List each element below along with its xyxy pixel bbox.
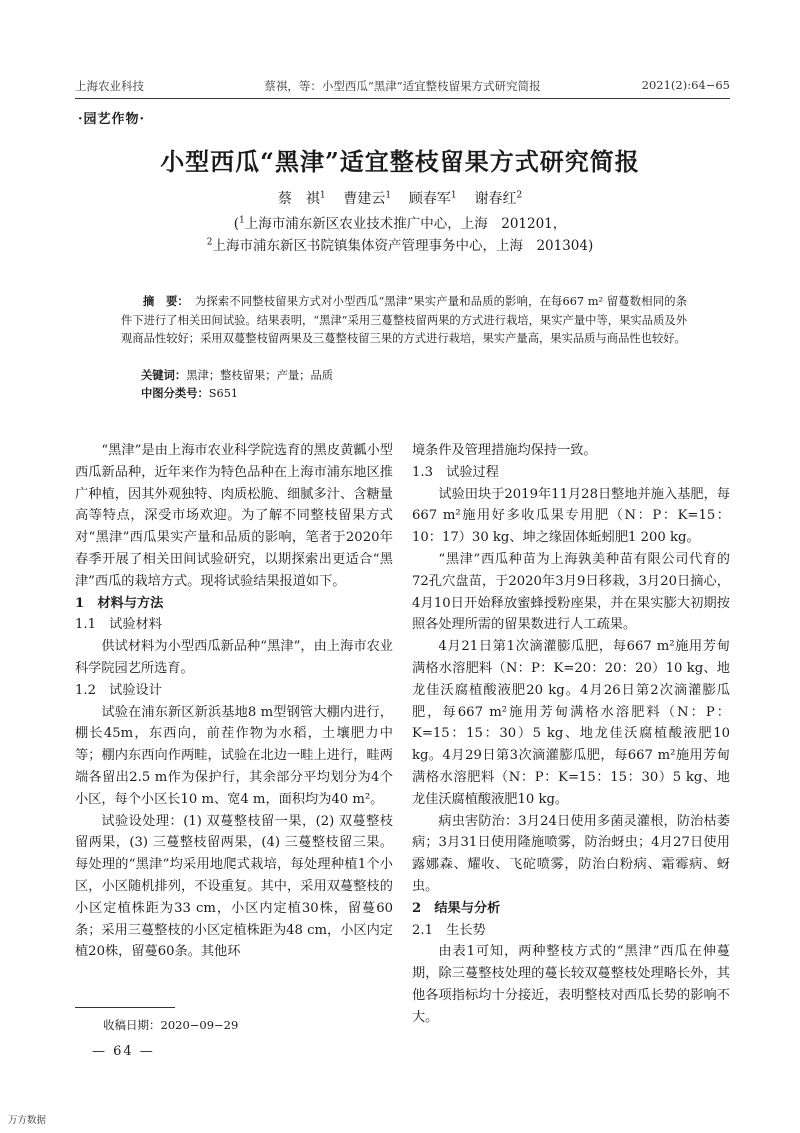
paragraph: 试验田块于2019年11月28日整地并施入基肥，每667 m²施用好多收瓜果专用肥（N：P：K=15：10：17）30 kg、坤之缘固体蚯蚓肥1 200 kg。	[412, 486, 730, 546]
paragraph: 试验设处理：(1) 双蔓整枝留一果，(2) 双蔓整枝留两果，(3) 三蔓整枝留两果，(4) 三蔓整枝留三果。每处理的“黑津”均采用地爬式栽培，每处理种植1个小区，小区随机排列，不设重复。其中，采用双蔓整枝的小区定植株距为33 cm，小区内定植30株，留蔓60条；采用三蔓整枝的小区定植株距为48 cm，小区内定植20株，留蔓60条。其他环	[75, 813, 393, 960]
paragraph: 供试材料为小型西瓜新品种“黑津”，由上海市农业科学院园艺所选育。	[75, 639, 393, 676]
keywords: 关键词：黑津；整枝留果；产量；品质	[141, 368, 334, 382]
running-title: 蔡祺，等：小型西瓜“黑津”适宜整枝留果方式研究简报	[264, 79, 541, 93]
subsection-heading: 2.1 生长势	[412, 922, 486, 938]
section-tag: ·园艺作物·	[78, 112, 146, 127]
section-heading: 1 材料与方法	[75, 595, 164, 611]
body-left-column	[75, 440, 393, 963]
author: 谢春红$^2$	[474, 190, 523, 207]
article-title: 小型西瓜“黑津”适宜整枝留果方式研究简报	[160, 147, 640, 176]
classification-number: 中图分类号：S651	[141, 386, 239, 400]
database-watermark: 万方数据	[8, 1115, 47, 1126]
paragraph: “黑津”西瓜种苗为上海孰美种苗有限公司代育的72孔穴盘苗，于2020年3月9日移栽，3月20日摘心，4月10日开始释放蜜蜂授粉座果，并在果实膨大初期按照各处理所需的留果数进行人工疏果。	[412, 551, 730, 633]
affiliation-1: ($^1$上海市浦东新区农业技术推广中心，上海 201201，	[233, 215, 567, 232]
author: 顾春军$^1$	[408, 190, 457, 207]
paragraph: 试验在浦东新区新浜基地8 m型钢管大棚内进行，棚长45m，东西向，前茬作物为水稻，土壤肥力中等；棚内东西向作两畦，试验在北边一畦上进行，畦两端各留出2.5 m作为保护行，其余部分平均划分为4个小区，每个小区长10 m、宽4 m，面积均为40 m²。	[75, 704, 393, 807]
section-heading: 2 结果与分析	[412, 900, 501, 916]
running-header	[75, 78, 730, 96]
abstract	[121, 292, 687, 349]
header-rule	[75, 98, 730, 99]
author-list	[0, 188, 800, 208]
footnote-rule	[75, 1007, 175, 1008]
abstract-label: 摘 要：	[143, 294, 189, 308]
affiliation-2: $^2$上海市浦东新区书院镇集体资产管理事务中心，上海 201304)	[206, 237, 594, 254]
author: 曹建云$^1$	[343, 190, 392, 207]
paragraph: 境条件及管理措施均保持一致。	[412, 443, 597, 458]
journal-name: 上海农业科技	[75, 79, 144, 93]
paragraph: 病虫害防治：3月24日使用多菌灵灌根，防治枯萎病；3月31日使用隆施喷雾，防治蚜虫；4月27日使用露娜森、耀收、飞砣喷雾，防治白粉病、霜霉病、蚜虫。	[412, 813, 730, 894]
issue-info: 2021(2):64−65	[641, 78, 730, 92]
page-number: — 64 —	[92, 1044, 155, 1059]
received-date: 收稿日期：2020−09−29	[103, 1018, 239, 1032]
abstract-text: 为探索不同整枝留果方式对小型西瓜“黑津”果实产量和品质的影响，在每667 m² 留蔓数相同的条件下进行了相关田间试验。结果表明，“黑津”采用三蔓整枝留两果的方式进行栽培，果实产量中等，果实品质及外观商品性较好；采用双蔓整枝留两果及三蔓整枝留三果的方式进行栽培，果实产量高，果实品质与商品性也较好。	[121, 295, 687, 345]
body-right-column	[412, 440, 730, 1029]
paragraph: 4月21日第1次滴灌膨瓜肥，每667 m²施用芳甸满格水溶肥料（N：P：K=20：20：20）10 kg、地龙佳沃腐植酸液肥20 kg。4月26日第2次滴灌膨瓜肥，每667 m²施用芳甸满格水溶肥料（N：P：K=15：15：30）5 kg、地龙佳沃腐植酸液肥10 kg。4月29日第3次滴灌膨瓜肥，每667 m²施用芳甸满格水溶肥料（N：P：K=15：15：30）5 kg、地龙佳沃腐植酸液肥10 kg。	[412, 639, 730, 807]
paragraph: “黑津”是由上海市农业科学院选育的黑皮黄瓤小型西瓜新品种，近年来作为特色品种在上海市浦东地区推广种植，因其外观独特、肉质松脆、细腻多汁、含糖量高等特点，深受市场欢迎。为了解不同整枝留果方式对“黑津”西瓜果实产量和品质的影响，笔者于2020年春季开展了相关田间试验研究，以期探索出更适合“黑津”西瓜的栽培方式。现将试验结果报道如下。	[75, 443, 393, 589]
subsection-heading: 1.2 试验设计	[75, 682, 162, 698]
paragraph: 由表1可知，两种整枝方式的“黑津”西瓜在伸蔓期，除三蔓整枝处理的蔓长较双蔓整枝处理略长外，其他各项指标均十分接近，表明整枝对西瓜长势的影响不大。	[412, 944, 730, 1025]
subsection-heading: 1.3 试验过程	[412, 464, 499, 480]
author: 蔡 祺$^1$	[277, 190, 326, 207]
subsection-heading: 1.1 试验材料	[75, 617, 162, 633]
